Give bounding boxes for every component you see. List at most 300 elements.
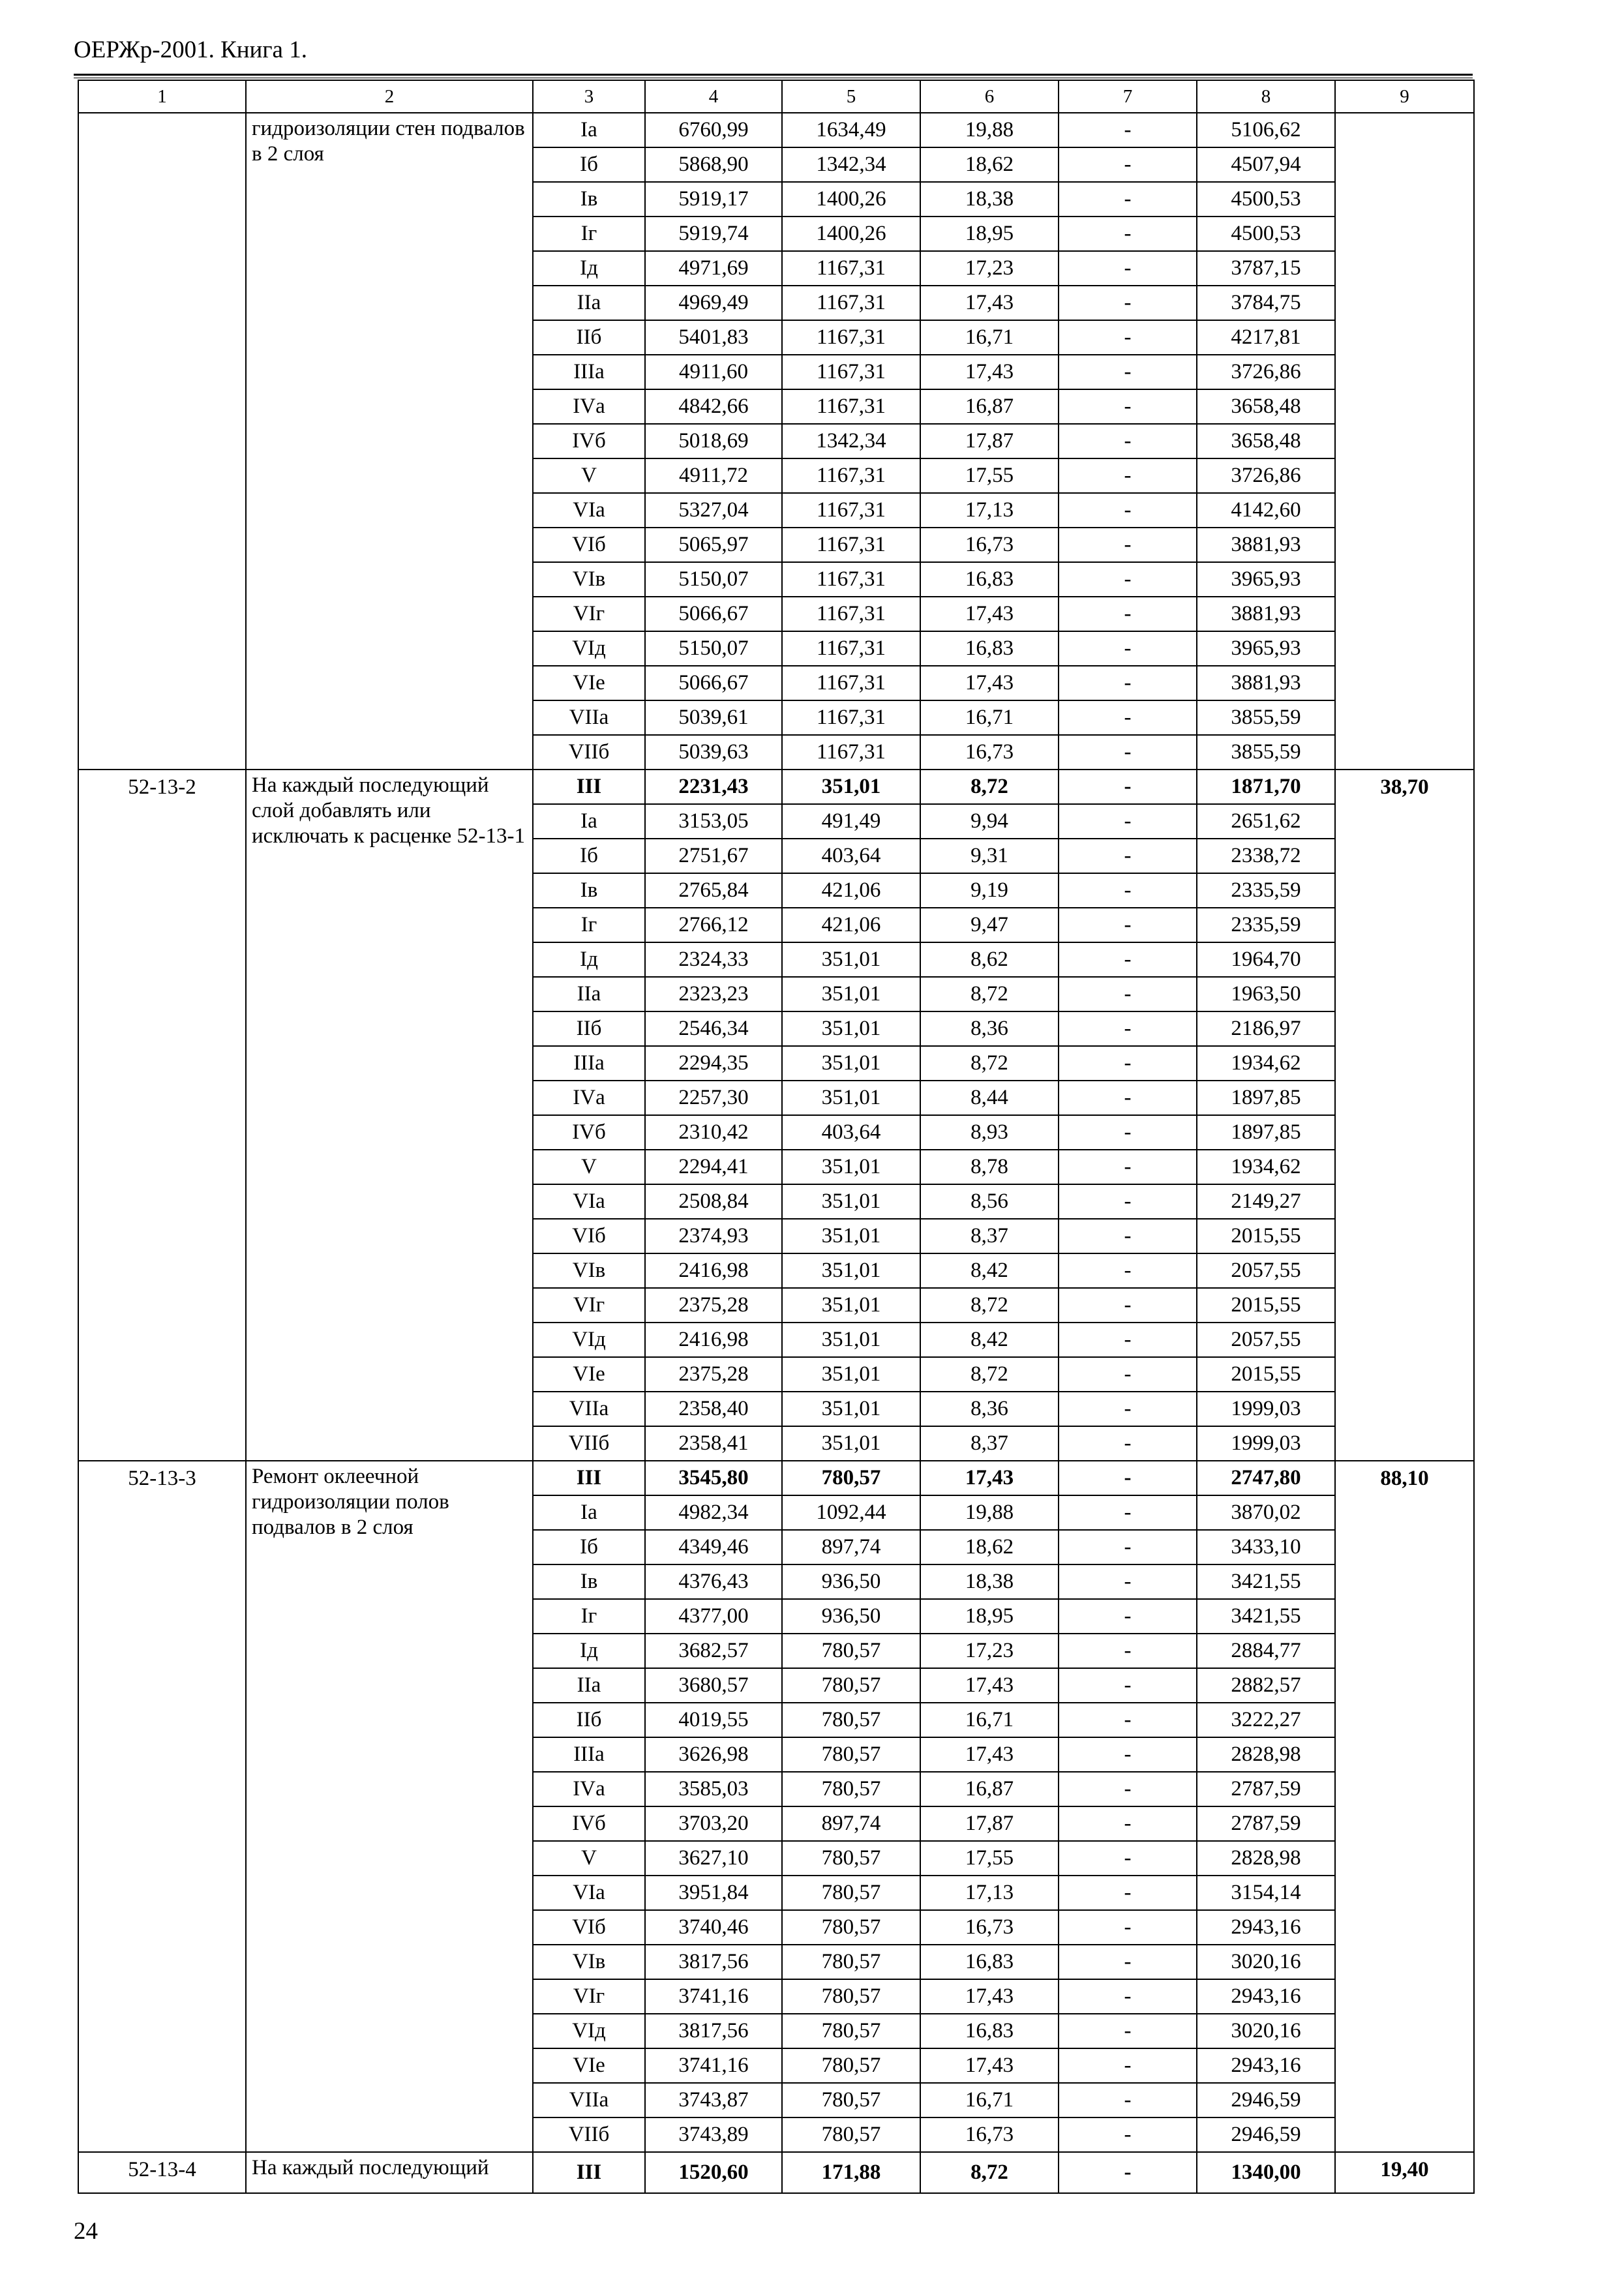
direct-costs: 3680,57 xyxy=(645,1668,782,1703)
wages: 351,01 xyxy=(782,1046,920,1081)
materials: 2186,97 xyxy=(1197,1011,1335,1046)
territorial-zone: VIа xyxy=(533,1184,645,1219)
direct-costs: 2375,28 xyxy=(645,1357,782,1392)
materials: 2338,72 xyxy=(1197,839,1335,873)
machine-operation: 8,56 xyxy=(920,1184,1059,1219)
machinist-wages: - xyxy=(1059,1772,1197,1806)
machine-operation: 17,13 xyxy=(920,1876,1059,1910)
wages: 1167,31 xyxy=(782,562,920,597)
machine-operation: 18,95 xyxy=(920,1599,1059,1634)
table-row xyxy=(78,770,1474,804)
wages: 351,01 xyxy=(782,1357,920,1392)
territorial-zone: VIв xyxy=(533,1253,645,1288)
machine-operation: 16,73 xyxy=(920,735,1059,770)
machinist-wages: - xyxy=(1059,147,1197,182)
machinist-wages: - xyxy=(1059,1150,1197,1184)
wages: 351,01 xyxy=(782,977,920,1011)
machine-operation: 9,94 xyxy=(920,804,1059,839)
materials: 3881,93 xyxy=(1197,597,1335,631)
wages: 351,01 xyxy=(782,1011,920,1046)
territorial-zone: Iа xyxy=(533,113,645,147)
direct-costs: 3545,80 xyxy=(645,1461,782,1495)
wages: 351,01 xyxy=(782,1253,920,1288)
rate-code xyxy=(78,113,246,770)
machine-operation: 8,93 xyxy=(920,1115,1059,1150)
wages: 780,57 xyxy=(782,1703,920,1737)
materials: 3965,93 xyxy=(1197,562,1335,597)
machinist-wages: - xyxy=(1059,1737,1197,1772)
machine-operation: 16,71 xyxy=(920,700,1059,735)
territorial-zone: IIа xyxy=(533,1668,645,1703)
territorial-zone: IVа xyxy=(533,389,645,424)
direct-costs: 3741,16 xyxy=(645,1979,782,2014)
direct-costs: 5039,63 xyxy=(645,735,782,770)
territorial-zone: Iа xyxy=(533,804,645,839)
wages: 421,06 xyxy=(782,873,920,908)
wages: 403,64 xyxy=(782,1115,920,1150)
direct-costs: 2416,98 xyxy=(645,1323,782,1357)
direct-costs: 5150,07 xyxy=(645,631,782,666)
direct-costs: 3817,56 xyxy=(645,2014,782,2048)
territorial-zone: V xyxy=(533,1150,645,1184)
machinist-wages: - xyxy=(1059,2048,1197,2083)
machine-operation: 16,73 xyxy=(920,528,1059,562)
materials: 2015,55 xyxy=(1197,1357,1335,1392)
machine-operation: 16,71 xyxy=(920,320,1059,355)
materials: 3855,59 xyxy=(1197,700,1335,735)
materials: 4500,53 xyxy=(1197,217,1335,251)
rates-table-body xyxy=(78,80,1474,2193)
wages: 897,74 xyxy=(782,1806,920,1841)
materials: 2943,16 xyxy=(1197,2048,1335,2083)
territorial-zone: VIд xyxy=(533,1323,645,1357)
materials: 3433,10 xyxy=(1197,1530,1335,1564)
wages: 780,57 xyxy=(782,1634,920,1668)
machinist-wages: - xyxy=(1059,1184,1197,1219)
wages: 780,57 xyxy=(782,2014,920,2048)
wages: 1400,26 xyxy=(782,182,920,217)
materials: 2787,59 xyxy=(1197,1772,1335,1806)
materials: 2884,77 xyxy=(1197,1634,1335,1668)
direct-costs: 4019,55 xyxy=(645,1703,782,1737)
table-row xyxy=(78,2152,1474,2193)
direct-costs: 5066,67 xyxy=(645,597,782,631)
machinist-wages: - xyxy=(1059,1323,1197,1357)
machine-operation: 16,87 xyxy=(920,1772,1059,1806)
direct-costs: 2294,35 xyxy=(645,1046,782,1081)
materials: 1964,70 xyxy=(1197,942,1335,977)
machinist-wages: - xyxy=(1059,839,1197,873)
wages: 351,01 xyxy=(782,1150,920,1184)
machinist-wages: - xyxy=(1059,1115,1197,1150)
wages: 1167,31 xyxy=(782,700,920,735)
wages: 780,57 xyxy=(782,2117,920,2152)
wages: 1167,31 xyxy=(782,528,920,562)
territorial-zone: Iб xyxy=(533,147,645,182)
labor-costs: 38,70 xyxy=(1335,770,1474,1461)
territorial-zone: VIе xyxy=(533,666,645,700)
machinist-wages: - xyxy=(1059,1046,1197,1081)
direct-costs: 2231,43 xyxy=(645,770,782,804)
materials: 2057,55 xyxy=(1197,1253,1335,1288)
machinist-wages: - xyxy=(1059,1979,1197,2014)
territorial-zone: IIIа xyxy=(533,1737,645,1772)
machinist-wages: - xyxy=(1059,700,1197,735)
labor-costs: 19,40 xyxy=(1335,2152,1474,2193)
direct-costs: 2324,33 xyxy=(645,942,782,977)
column-number: 9 xyxy=(1335,80,1474,113)
machinist-wages: - xyxy=(1059,2014,1197,2048)
machine-operation: 16,73 xyxy=(920,1910,1059,1945)
wages: 780,57 xyxy=(782,1841,920,1876)
wages: 351,01 xyxy=(782,942,920,977)
machinist-wages: - xyxy=(1059,1564,1197,1599)
territorial-zone: IIа xyxy=(533,977,645,1011)
direct-costs: 3740,46 xyxy=(645,1910,782,1945)
machinist-wages: - xyxy=(1059,1426,1197,1461)
machinist-wages: - xyxy=(1059,182,1197,217)
materials: 1871,70 xyxy=(1197,770,1335,804)
direct-costs: 5401,83 xyxy=(645,320,782,355)
machinist-wages: - xyxy=(1059,1668,1197,1703)
territorial-zone: III xyxy=(533,2152,645,2193)
direct-costs: 3703,20 xyxy=(645,1806,782,1841)
direct-costs: 5919,17 xyxy=(645,182,782,217)
machine-operation: 16,71 xyxy=(920,1703,1059,1737)
wages: 1167,31 xyxy=(782,666,920,700)
wages: 1167,31 xyxy=(782,458,920,493)
machine-operation: 17,43 xyxy=(920,1461,1059,1495)
machine-operation: 8,42 xyxy=(920,1323,1059,1357)
machine-operation: 16,73 xyxy=(920,2117,1059,2152)
machine-operation: 16,71 xyxy=(920,2083,1059,2117)
materials: 2057,55 xyxy=(1197,1323,1335,1357)
machinist-wages: - xyxy=(1059,1288,1197,1323)
materials: 2787,59 xyxy=(1197,1806,1335,1841)
machine-operation: 8,72 xyxy=(920,977,1059,1011)
machine-operation: 17,23 xyxy=(920,1634,1059,1668)
rates-table xyxy=(78,80,1475,2194)
direct-costs: 2310,42 xyxy=(645,1115,782,1150)
direct-costs: 4971,69 xyxy=(645,251,782,286)
direct-costs: 5018,69 xyxy=(645,424,782,458)
machine-operation: 17,43 xyxy=(920,1979,1059,2014)
materials: 3658,48 xyxy=(1197,389,1335,424)
wages: 1167,31 xyxy=(782,597,920,631)
territorial-zone: Iб xyxy=(533,1530,645,1564)
direct-costs: 3951,84 xyxy=(645,1876,782,1910)
territorial-zone: VIв xyxy=(533,1945,645,1979)
materials: 2828,98 xyxy=(1197,1841,1335,1876)
materials: 3421,55 xyxy=(1197,1599,1335,1634)
machine-operation: 17,43 xyxy=(920,666,1059,700)
header-rule xyxy=(74,74,1473,76)
machinist-wages: - xyxy=(1059,355,1197,389)
machinist-wages: - xyxy=(1059,217,1197,251)
work-description: На каждый последующий слой добавлять или исключать к расценке 52-13-1 xyxy=(246,770,533,1461)
wages: 1342,34 xyxy=(782,424,920,458)
territorial-zone: Iв xyxy=(533,873,645,908)
wages: 780,57 xyxy=(782,1668,920,1703)
territorial-zone: Iг xyxy=(533,1599,645,1634)
wages: 780,57 xyxy=(782,1945,920,1979)
rate-code: 52-13-2 xyxy=(78,770,246,1461)
wages: 351,01 xyxy=(782,1081,920,1115)
machinist-wages: - xyxy=(1059,1219,1197,1253)
machinist-wages: - xyxy=(1059,1910,1197,1945)
materials: 3154,14 xyxy=(1197,1876,1335,1910)
machinist-wages: - xyxy=(1059,1253,1197,1288)
territorial-zone: IIб xyxy=(533,1011,645,1046)
machinist-wages: - xyxy=(1059,1945,1197,1979)
machine-operation: 8,72 xyxy=(920,1046,1059,1081)
machine-operation: 16,83 xyxy=(920,1945,1059,1979)
machinist-wages: - xyxy=(1059,1876,1197,1910)
territorial-zone: IIб xyxy=(533,1703,645,1737)
territorial-zone: IIIа xyxy=(533,1046,645,1081)
materials: 2747,80 xyxy=(1197,1461,1335,1495)
machinist-wages: - xyxy=(1059,977,1197,1011)
wages: 351,01 xyxy=(782,1288,920,1323)
page-header-title: ОЕРЖр-2001. Книга 1. xyxy=(74,37,307,63)
wages: 491,49 xyxy=(782,804,920,839)
direct-costs: 5327,04 xyxy=(645,493,782,528)
wages: 1167,31 xyxy=(782,286,920,320)
machine-operation: 8,72 xyxy=(920,1357,1059,1392)
table-row xyxy=(78,1461,1474,1495)
column-number: 2 xyxy=(246,80,533,113)
materials: 3726,86 xyxy=(1197,458,1335,493)
territorial-zone: Iв xyxy=(533,1564,645,1599)
wages: 351,01 xyxy=(782,1392,920,1426)
wages: 897,74 xyxy=(782,1530,920,1564)
direct-costs: 2508,84 xyxy=(645,1184,782,1219)
column-number: 6 xyxy=(920,80,1059,113)
materials: 3726,86 xyxy=(1197,355,1335,389)
direct-costs: 5066,67 xyxy=(645,666,782,700)
direct-costs: 4911,72 xyxy=(645,458,782,493)
direct-costs: 4377,00 xyxy=(645,1599,782,1634)
machinist-wages: - xyxy=(1059,1634,1197,1668)
direct-costs: 1520,60 xyxy=(645,2152,782,2193)
machinist-wages: - xyxy=(1059,2117,1197,2152)
wages: 1167,31 xyxy=(782,251,920,286)
territorial-zone: III xyxy=(533,1461,645,1495)
materials: 2015,55 xyxy=(1197,1219,1335,1253)
materials: 1999,03 xyxy=(1197,1392,1335,1426)
column-number: 8 xyxy=(1197,80,1335,113)
direct-costs: 4842,66 xyxy=(645,389,782,424)
machinist-wages: - xyxy=(1059,1392,1197,1426)
materials: 1897,85 xyxy=(1197,1081,1335,1115)
materials: 2015,55 xyxy=(1197,1288,1335,1323)
materials: 1934,62 xyxy=(1197,1150,1335,1184)
materials: 1340,00 xyxy=(1197,2152,1335,2193)
materials: 2335,59 xyxy=(1197,873,1335,908)
wages: 1167,31 xyxy=(782,320,920,355)
machinist-wages: - xyxy=(1059,1530,1197,1564)
materials: 3881,93 xyxy=(1197,666,1335,700)
machine-operation: 17,87 xyxy=(920,1806,1059,1841)
materials: 2651,62 xyxy=(1197,804,1335,839)
territorial-zone: IVб xyxy=(533,1806,645,1841)
wages: 351,01 xyxy=(782,1426,920,1461)
materials: 2946,59 xyxy=(1197,2083,1335,2117)
materials: 1999,03 xyxy=(1197,1426,1335,1461)
materials: 4142,60 xyxy=(1197,493,1335,528)
machinist-wages: - xyxy=(1059,873,1197,908)
direct-costs: 3743,89 xyxy=(645,2117,782,2152)
machinist-wages: - xyxy=(1059,113,1197,147)
materials: 1897,85 xyxy=(1197,1115,1335,1150)
territorial-zone: Iд xyxy=(533,1634,645,1668)
materials: 5106,62 xyxy=(1197,113,1335,147)
wages: 171,88 xyxy=(782,2152,920,2193)
machinist-wages: - xyxy=(1059,942,1197,977)
territorial-zone: VIIб xyxy=(533,735,645,770)
machine-operation: 8,72 xyxy=(920,1288,1059,1323)
machine-operation: 17,43 xyxy=(920,1668,1059,1703)
work-description: гидроизоляции стен подвалов в 2 слоя xyxy=(246,113,533,770)
territorial-zone: IVб xyxy=(533,1115,645,1150)
machine-operation: 17,87 xyxy=(920,424,1059,458)
wages: 421,06 xyxy=(782,908,920,942)
direct-costs: 3817,56 xyxy=(645,1945,782,1979)
machine-operation: 8,78 xyxy=(920,1150,1059,1184)
machine-operation: 17,43 xyxy=(920,597,1059,631)
materials: 3965,93 xyxy=(1197,631,1335,666)
territorial-zone: Iд xyxy=(533,251,645,286)
rate-code: 52-13-3 xyxy=(78,1461,246,2152)
machine-operation: 8,72 xyxy=(920,770,1059,804)
wages: 1167,31 xyxy=(782,631,920,666)
territorial-zone: VIд xyxy=(533,631,645,666)
machinist-wages: - xyxy=(1059,251,1197,286)
machinist-wages: - xyxy=(1059,804,1197,839)
machine-operation: 8,42 xyxy=(920,1253,1059,1288)
machine-operation: 17,23 xyxy=(920,251,1059,286)
direct-costs: 5150,07 xyxy=(645,562,782,597)
wages: 1342,34 xyxy=(782,147,920,182)
machinist-wages: - xyxy=(1059,770,1197,804)
machine-operation: 8,36 xyxy=(920,1392,1059,1426)
territorial-zone: VIг xyxy=(533,597,645,631)
direct-costs: 2766,12 xyxy=(645,908,782,942)
materials: 2149,27 xyxy=(1197,1184,1335,1219)
territorial-zone: VIIб xyxy=(533,2117,645,2152)
column-number-row xyxy=(78,80,1474,113)
machinist-wages: - xyxy=(1059,1599,1197,1634)
territorial-zone: VIе xyxy=(533,1357,645,1392)
territorial-zone: IIа xyxy=(533,286,645,320)
wages: 1634,49 xyxy=(782,113,920,147)
territorial-zone: IVа xyxy=(533,1081,645,1115)
materials: 2882,57 xyxy=(1197,1668,1335,1703)
materials: 3020,16 xyxy=(1197,2014,1335,2048)
materials: 2946,59 xyxy=(1197,2117,1335,2152)
machinist-wages: - xyxy=(1059,1495,1197,1530)
materials: 4500,53 xyxy=(1197,182,1335,217)
materials: 2828,98 xyxy=(1197,1737,1335,1772)
wages: 351,01 xyxy=(782,1219,920,1253)
territorial-zone: III xyxy=(533,770,645,804)
materials: 3658,48 xyxy=(1197,424,1335,458)
machinist-wages: - xyxy=(1059,458,1197,493)
machine-operation: 16,83 xyxy=(920,2014,1059,2048)
machine-operation: 18,38 xyxy=(920,182,1059,217)
machinist-wages: - xyxy=(1059,2152,1197,2193)
direct-costs: 2374,93 xyxy=(645,1219,782,1253)
direct-costs: 4969,49 xyxy=(645,286,782,320)
labor-costs xyxy=(1335,113,1474,770)
materials: 3870,02 xyxy=(1197,1495,1335,1530)
wages: 1167,31 xyxy=(782,355,920,389)
wages: 780,57 xyxy=(782,2048,920,2083)
territorial-zone: VIа xyxy=(533,493,645,528)
machinist-wages: - xyxy=(1059,1841,1197,1876)
territorial-zone: Iг xyxy=(533,217,645,251)
machinist-wages: - xyxy=(1059,2083,1197,2117)
direct-costs: 2323,23 xyxy=(645,977,782,1011)
wages: 780,57 xyxy=(782,1876,920,1910)
direct-costs: 2751,67 xyxy=(645,839,782,873)
machinist-wages: - xyxy=(1059,389,1197,424)
territorial-zone: VIд xyxy=(533,2014,645,2048)
machine-operation: 16,87 xyxy=(920,389,1059,424)
direct-costs: 2358,41 xyxy=(645,1426,782,1461)
wages: 403,64 xyxy=(782,839,920,873)
territorial-zone: Iд xyxy=(533,942,645,977)
materials: 3784,75 xyxy=(1197,286,1335,320)
direct-costs: 2257,30 xyxy=(645,1081,782,1115)
wages: 1400,26 xyxy=(782,217,920,251)
wages: 1167,31 xyxy=(782,493,920,528)
territorial-zone: Iа xyxy=(533,1495,645,1530)
territorial-zone: Iв xyxy=(533,182,645,217)
machine-operation: 18,38 xyxy=(920,1564,1059,1599)
direct-costs: 5919,74 xyxy=(645,217,782,251)
territorial-zone: V xyxy=(533,1841,645,1876)
wages: 780,57 xyxy=(782,1979,920,2014)
territorial-zone: VIIа xyxy=(533,700,645,735)
wages: 351,01 xyxy=(782,1323,920,1357)
direct-costs: 5868,90 xyxy=(645,147,782,182)
territorial-zone: VIв xyxy=(533,562,645,597)
machinist-wages: - xyxy=(1059,1703,1197,1737)
direct-costs: 3627,10 xyxy=(645,1841,782,1876)
territorial-zone: VIб xyxy=(533,1219,645,1253)
machinist-wages: - xyxy=(1059,666,1197,700)
direct-costs: 2416,98 xyxy=(645,1253,782,1288)
direct-costs: 4982,34 xyxy=(645,1495,782,1530)
territorial-zone: VIIа xyxy=(533,2083,645,2117)
territorial-zone: VIIб xyxy=(533,1426,645,1461)
machine-operation: 17,43 xyxy=(920,286,1059,320)
machinist-wages: - xyxy=(1059,562,1197,597)
direct-costs: 2375,28 xyxy=(645,1288,782,1323)
direct-costs: 3626,98 xyxy=(645,1737,782,1772)
rate-code: 52-13-4 xyxy=(78,2152,246,2193)
machinist-wages: - xyxy=(1059,528,1197,562)
machinist-wages: - xyxy=(1059,1461,1197,1495)
direct-costs: 2294,41 xyxy=(645,1150,782,1184)
direct-costs: 3153,05 xyxy=(645,804,782,839)
territorial-zone: VIе xyxy=(533,2048,645,2083)
wages: 1167,31 xyxy=(782,389,920,424)
machine-operation: 18,95 xyxy=(920,217,1059,251)
territorial-zone: VIIа xyxy=(533,1392,645,1426)
direct-costs: 4349,46 xyxy=(645,1530,782,1564)
